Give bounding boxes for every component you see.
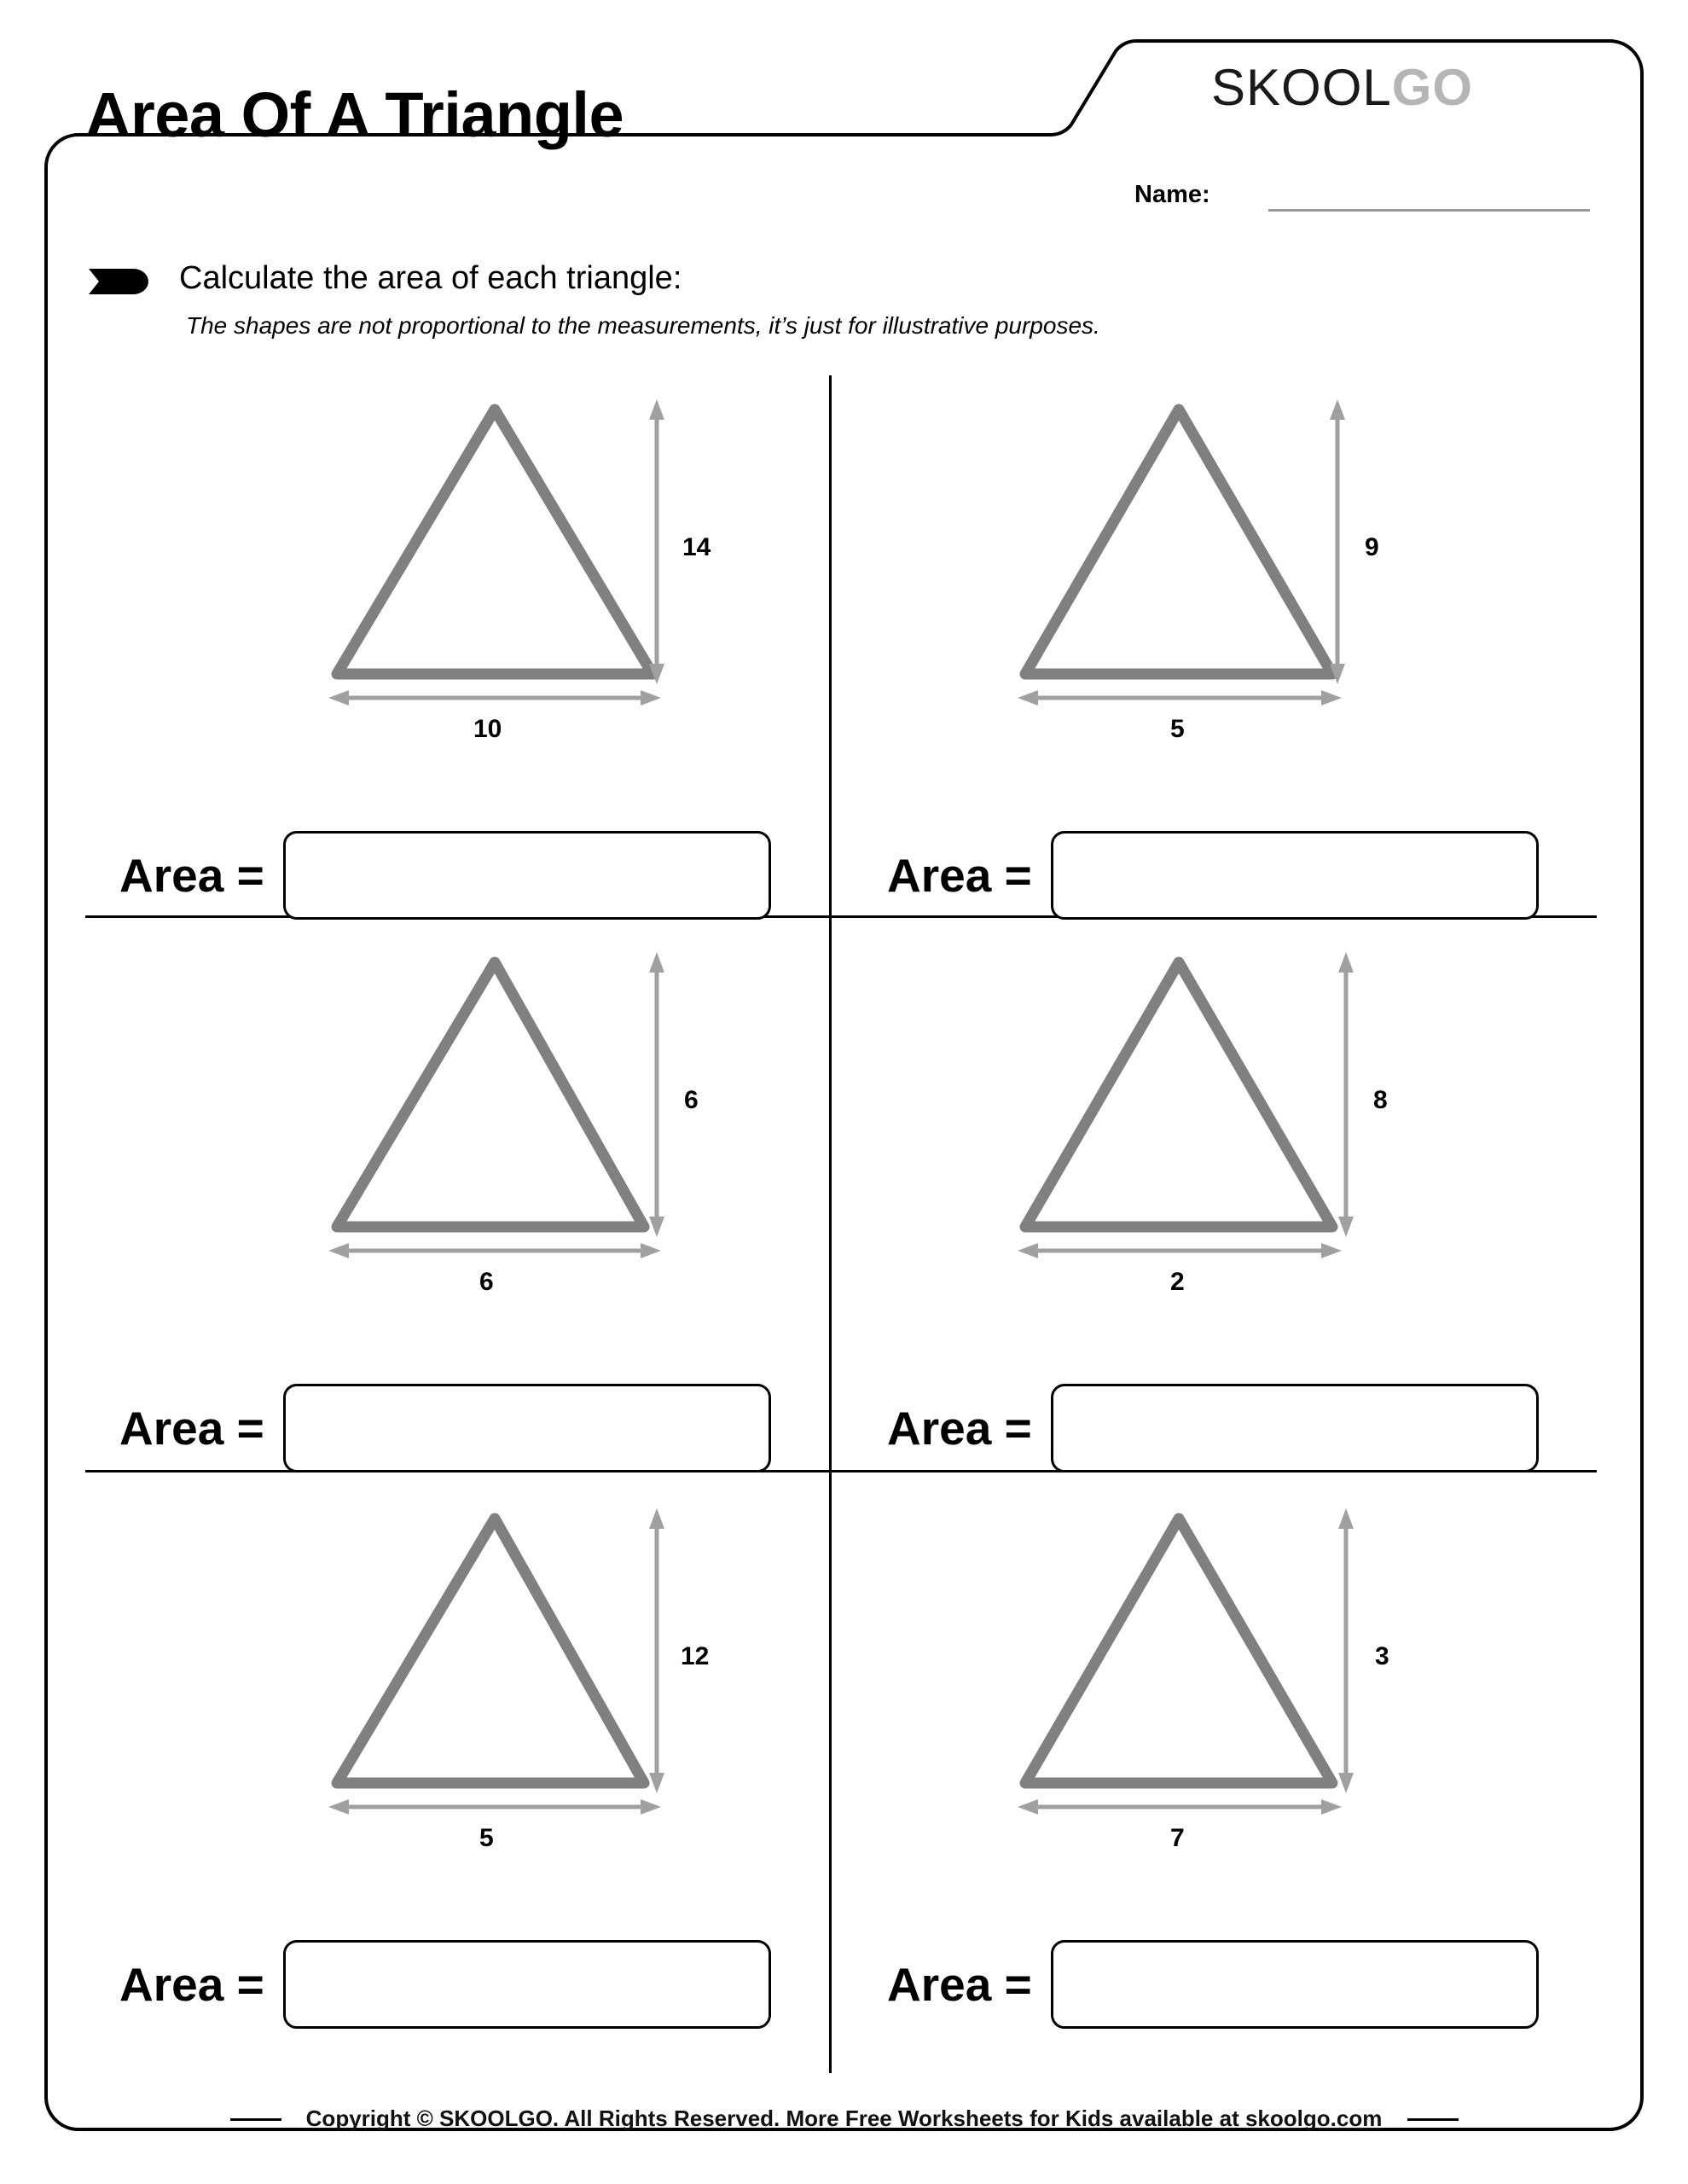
triangle-figure-6 [853, 1484, 1604, 1851]
brand-logo [1211, 58, 1473, 117]
height-label-6: 3 [1375, 1642, 1389, 1670]
answer-row-4 [887, 1384, 1539, 1472]
height-label-2: 9 [1365, 533, 1379, 561]
height-label-1: 14 [682, 533, 711, 561]
answer-box-3[interactable] [283, 1384, 771, 1472]
answer-row-2 [887, 831, 1539, 920]
flag-icon [89, 266, 154, 297]
base-label-4: 2 [1170, 1268, 1185, 1296]
answer-box-5[interactable] [283, 1940, 771, 2029]
answer-box-1[interactable] [283, 831, 771, 920]
answer-row-3 [119, 1384, 771, 1472]
problem-cell-3 [85, 928, 836, 1483]
base-label-6: 7 [1170, 1824, 1185, 1852]
base-label-2: 5 [1170, 715, 1185, 743]
triangle-figure-3 [85, 928, 836, 1295]
problem-cell-1 [85, 375, 836, 930]
footer-copyright: Copyright © SKOOLGO. All Rights Reserved. More Free Worksheets for Kids available at [305, 2106, 1245, 2131]
page-title: Area Of A Triangle [85, 79, 624, 150]
answer-box-6[interactable] [1051, 1940, 1539, 2029]
height-label-5: 12 [681, 1642, 710, 1670]
area-label-1: Area = [119, 849, 264, 902]
triangle-figure-4 [853, 928, 1604, 1295]
base-label-5: 5 [479, 1824, 494, 1852]
triangle-figure-1 [85, 375, 836, 742]
problem-cell-4 [853, 928, 1604, 1483]
base-label-3: 6 [479, 1268, 494, 1296]
problem-cell-6 [853, 1484, 1604, 2039]
problem-cell-2 [853, 375, 1604, 930]
problem-cell-5 [85, 1484, 836, 2039]
area-label-3: Area = [119, 1402, 264, 1455]
height-label-4: 8 [1373, 1086, 1388, 1114]
footer-link[interactable]: skoolgo.com [1244, 2106, 1383, 2131]
area-label-4: Area = [887, 1402, 1032, 1455]
triangle-figure-2 [853, 375, 1604, 742]
height-label-3: 6 [684, 1086, 699, 1114]
instruction-subtext: The shapes are not proportional to the measurements, it’s just for illustrative purposes. [186, 312, 1100, 339]
brand-logo-primary: SKOOL [1211, 59, 1392, 116]
instruction-text: Calculate the area of each triangle: [179, 260, 682, 296]
answer-row-6 [887, 1940, 1539, 2029]
name-input-line[interactable] [1268, 209, 1590, 212]
area-label-2: Area = [887, 849, 1032, 902]
answer-row-5 [119, 1940, 771, 2029]
footer-text [0, 2106, 1688, 2132]
answer-row-1 [119, 831, 771, 920]
name-label: Name: [1134, 181, 1210, 208]
triangle-figure-5 [85, 1484, 836, 1851]
answer-box-2[interactable] [1051, 831, 1539, 920]
area-label-6: Area = [887, 1958, 1032, 2011]
brand-logo-secondary: GO [1391, 59, 1474, 116]
answer-box-4[interactable] [1051, 1384, 1539, 1472]
base-label-1: 10 [473, 715, 502, 743]
area-label-5: Area = [119, 1958, 264, 2011]
